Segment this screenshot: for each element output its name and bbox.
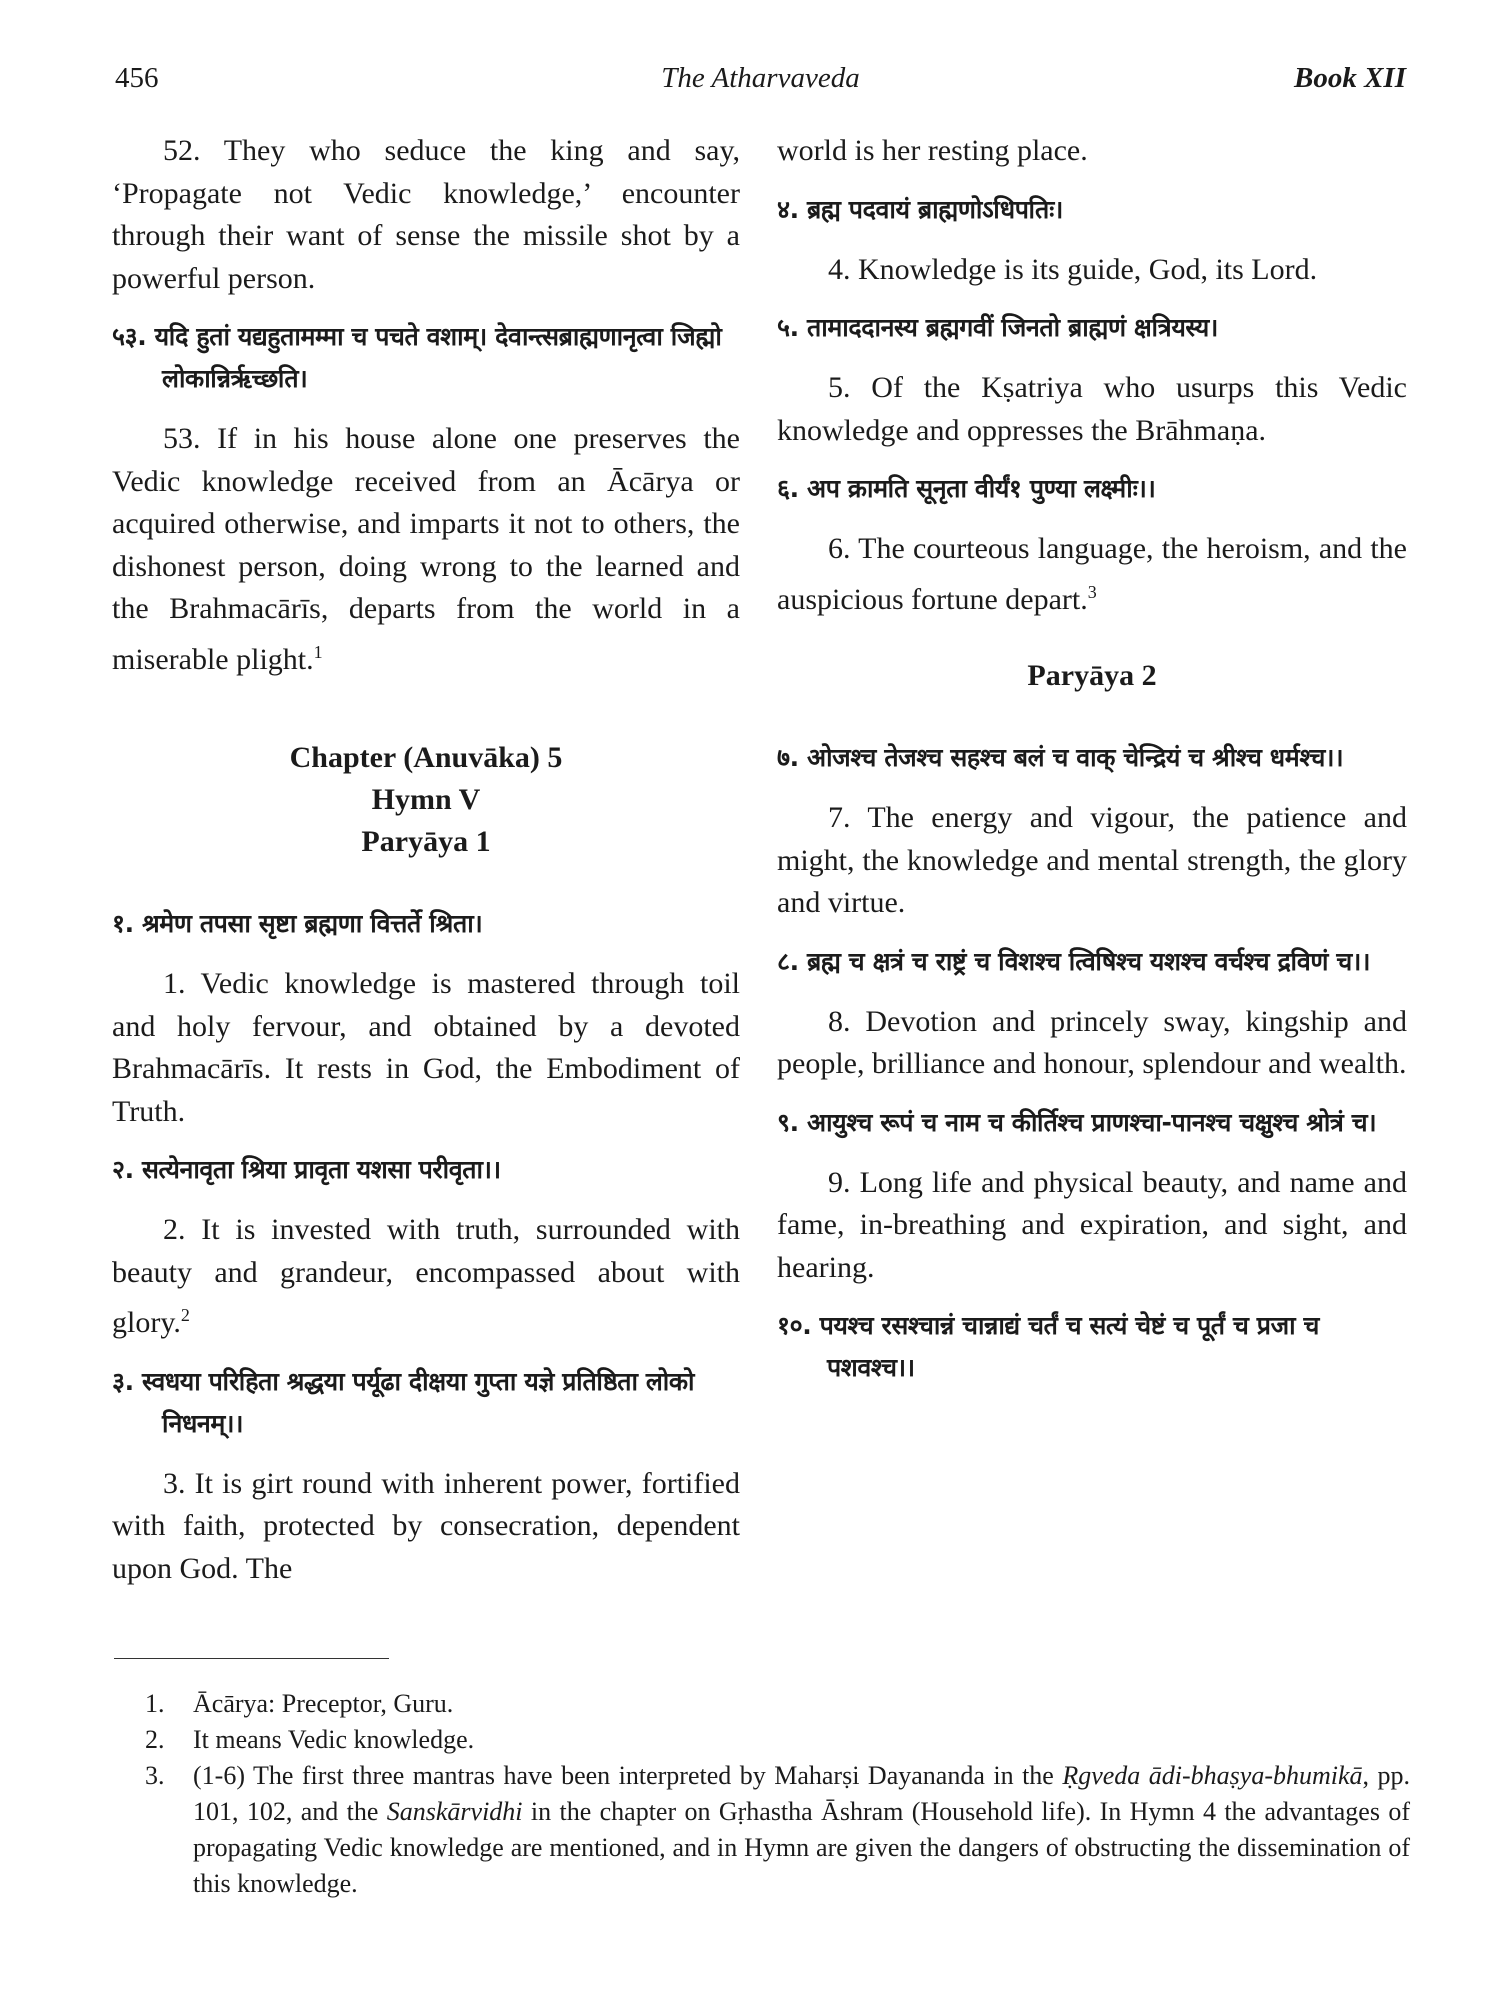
footnote-ref-2[interactable]: 2 (180, 1305, 190, 1325)
page-number: 456 (115, 62, 159, 94)
verse-7-sanskrit: ७. ओजश्च तेजश्च सहश्च बलं च वाक् चेन्द्रियं च श्रीश्च धर्मश्च।। (777, 743, 1344, 772)
footnote-2 (145, 1722, 1410, 1758)
footnote-number: 1. (145, 1689, 165, 1718)
left-column (112, 130, 740, 1606)
right-column (777, 130, 1407, 1407)
running-header (115, 62, 1406, 102)
verse-52-translation: 52. They who seduce the king and say, ‘Propagate not Vedic knowledge,’ encounter through their want of sense the missile shot by a powerful person. (112, 134, 740, 295)
verse-3-translation: 3. It is girt round with inherent power, fortified with faith, protected by consecration, dependent upon God. The (112, 1466, 740, 1585)
footnote-ref-3[interactable]: 3 (1087, 581, 1097, 602)
footnotes (145, 1686, 1410, 1902)
paryaya-1-heading: Paryāya 1 (361, 825, 491, 858)
verse-3-continuation: world is her resting place. (777, 134, 1088, 167)
paryaya-2-heading: Paryāya 2 (1027, 659, 1157, 692)
verse-2-translation: 2. It is invested with truth, surrounded with beauty and grandeur, encompassed about with glory.$^2$ (112, 1213, 740, 1339)
verse-5-sanskrit: ५. तामाददानस्य ब्रह्मगवीं जिनतो ब्राह्मणं क्षत्रियस्य। (777, 313, 1218, 342)
footnote-number: 2. (145, 1725, 165, 1754)
footnote-text: It means Vedic knowledge. (193, 1725, 475, 1754)
verse-5-translation: 5. Of the Kṣatriya who usurps this Vedic knowledge and oppresses the Brāhmaṇa. (777, 371, 1407, 447)
chapter-heading: Chapter (Anuvāka) 5 (289, 741, 563, 774)
footnote-3: 3. (1-6) The first three mantras have been interpreted by Maharṣi Dayananda in the Ṛgveda ādi-bhaṣya-bhumikā, pp. 101, 102, and the Sanskārvidhi in the chapter on Gṛhastha Āshram (Household life). In Hymn 4 the advantages of propagating Vedic knowledge are mentioned, and in Hymn are given the dangers of obstructing the dissemination of this knowledge. (145, 1758, 1410, 1902)
verse-53-sanskrit: ५३. यदि हुतां यद्यहुतामम्मा च पचते वशाम्। देवान्त्सब्राह्मणानृत्वा जिह्मो लोकान्निर्ऋच्छति। (112, 322, 722, 393)
footnote-title-sanskarvidhi: Sanskārvidhi (386, 1797, 523, 1826)
verse-8-translation: 8. Devotion and princely sway, kingship and people, brilliance and honour, splendour and wealth. (777, 1004, 1407, 1080)
verse-4-translation: 4. Knowledge is its guide, God, its Lord. (828, 252, 1318, 286)
verse-7-translation: 7. The energy and vigour, the patience and might, the knowledge and mental strength, the glory and virtue. (777, 801, 1407, 919)
hymn-heading: Hymn V (371, 783, 481, 816)
footnote-number: 3. (145, 1761, 165, 1790)
verse-10-sanskrit: १०. पयश्च रसश्चान्नं चान्नाद्यं चर्तं च सत्यं चेष्टं च पूर्तं च प्रजा च पशवश्च।। (777, 1311, 1319, 1382)
verse-1-sanskrit: १. श्रमेण तपसा सृष्टा ब्रह्मणा वित्तर्ते श्रिता। (112, 909, 483, 938)
verse-9-translation: 9. Long life and physical beauty, and name and fame, in-breathing and expiration, and sight, and hearing. (777, 1165, 1407, 1284)
verse-53-translation: 53. If in his house alone one preserves the Vedic knowledge received from an Ācārya or acquired otherwise, and imparts it not to others, the dishonest person, doing wrong to the learned and the Brahmacārīs, departs from the world in a miserable plight.$^1$ (112, 422, 740, 676)
verse-3-sanskrit: ३. स्वधया परिहिता श्रद्धया पर्यूढा दीक्षया गुप्ता यज्ञे प्रतिष्ठिता लोको निधनम्।। (112, 1366, 695, 1438)
footnote-1 (145, 1686, 1410, 1722)
verse-2-sanskrit: २. सत्येनावृता श्रिया प्रावृता यशसा परीवृता।। (112, 1155, 501, 1184)
footnote-divider (114, 1658, 389, 1659)
verse-9-sanskrit: ९. आयुश्च रूपं च नाम च कीर्तिश्च प्राणश्चा-पानश्च चक्षुश्च श्रोत्रं च। (777, 1107, 1377, 1137)
footnote-ref-1[interactable]: 1 (313, 641, 323, 662)
verse-8-sanskrit: ८. ब्रह्म च क्षत्रं च राष्ट्रं च विशश्च त्विषिश्च यशश्च वर्चश्च द्रविणं च।। (777, 946, 1371, 976)
verse-6-translation: 6. The courteous language, the heroism, and the auspicious fortune depart.$^3$ (777, 532, 1407, 616)
footnote-text: (1-6) The first three mantras have been interpreted by Maharṣi Dayananda in the (193, 1761, 1063, 1790)
verse-6-sanskrit: ६. अप क्रामति सूनृता वीर्यं१ पुण्या लक्ष्मीः।। (777, 474, 1156, 503)
running-title: The Atharvaveda (661, 62, 860, 94)
book-label: Book XII (1293, 62, 1406, 94)
verse-1-translation: 1. Vedic knowledge is mastered through toil and holy fervour, and obtained by a devoted Brahmacārīs. It rests in God, the Embodiment of Truth. (112, 967, 740, 1128)
footnote-text: Ācārya: Preceptor, Guru. (193, 1689, 454, 1718)
verse-4-sanskrit: ४. ब्रह्म पदवायं ब्राह्मणोऽधिपतिः। (777, 194, 1063, 224)
footnote-title-rgveda: Ṛgveda ādi-bhaṣya-bhumikā (1062, 1761, 1363, 1790)
